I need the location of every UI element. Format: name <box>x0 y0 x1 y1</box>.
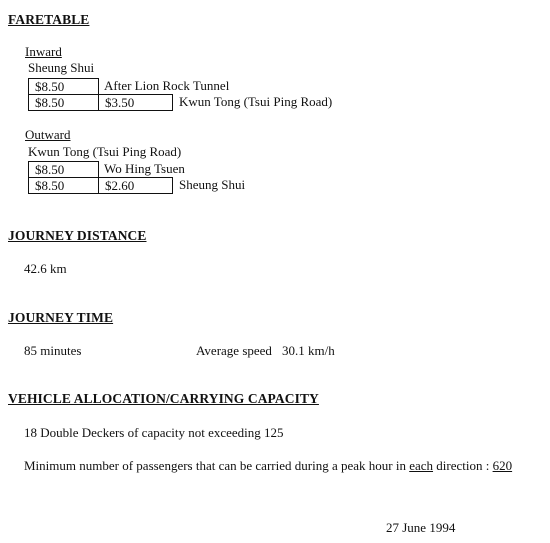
vehicle-allocation-text: 18 Double Deckers of capacity not exceeding 125 <box>24 425 284 440</box>
fare-cell: $2.60 <box>98 177 173 194</box>
inward-origin: Sheung Shui <box>28 60 95 75</box>
min-passengers-line <box>24 459 512 472</box>
outward-label: Outward <box>25 127 71 142</box>
inward-label: Inward <box>25 44 62 59</box>
fare-cell: $8.50 <box>28 78 99 95</box>
min-passengers-value: 620 <box>492 458 513 473</box>
journey-distance-heading: JOURNEY DISTANCE <box>8 228 147 243</box>
document-date: 27 June 1994 <box>386 520 456 535</box>
min-passengers-suffix: direction : <box>436 458 490 473</box>
min-passengers-each: each <box>409 458 434 473</box>
stop-label: Sheung Shui <box>179 177 246 192</box>
fare-cell: $8.50 <box>28 94 99 111</box>
outward-origin: Kwun Tong (Tsui Ping Road) <box>28 144 182 159</box>
stop-label: Wo Hing Tsuen <box>104 161 185 176</box>
vehicle-allocation-heading: VEHICLE ALLOCATION/CARRYING CAPACITY <box>8 391 319 406</box>
min-passengers-prefix: Minimum number of passengers that can be carried during a peak hour in <box>24 458 406 473</box>
fare-cell: $3.50 <box>98 94 173 111</box>
journey-time-value: 85 minutes <box>24 343 82 358</box>
journey-time-heading: JOURNEY TIME <box>8 310 114 325</box>
faretable-heading: FARETABLE <box>8 12 90 27</box>
stop-label: Kwun Tong (Tsui Ping Road) <box>179 94 333 109</box>
stop-label: After Lion Rock Tunnel <box>104 78 230 93</box>
fare-cell: $8.50 <box>28 177 99 194</box>
fare-cell: $8.50 <box>28 161 99 178</box>
average-speed-label: Average speed <box>196 343 272 358</box>
journey-distance-value: 42.6 km <box>24 261 67 276</box>
average-speed-value: 30.1 km/h <box>282 343 335 358</box>
